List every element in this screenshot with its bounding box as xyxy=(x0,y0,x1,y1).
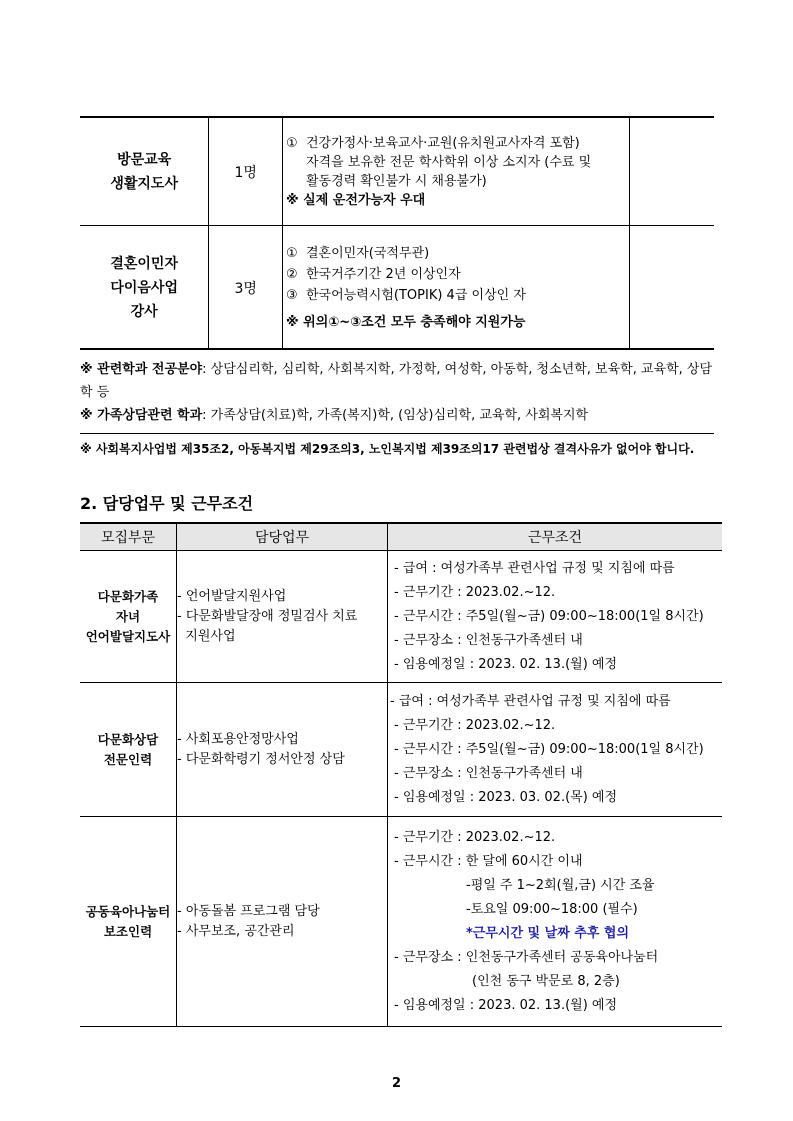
duties-table xyxy=(80,522,722,1027)
page-number: 2 xyxy=(391,1076,402,1091)
column-header: 근무조건 xyxy=(388,523,723,551)
requirement-note: ※ 위의①~③조건 모두 충족해야 지원가능 xyxy=(286,314,526,330)
table-row xyxy=(80,683,722,817)
conditions-cell: - 근무기간 : 2023.02.~12. - 근무시간 : 한 달에 60시간 이내 -평일 주 1~2회(월,금) 시간 조율 -토요일 09:00~18:00 (필수) *근무시간 및 날짜 추후 협의 - 근무장소 : 인천동구가족센터 공동육아나눔터 (인천 동구 박문로 8, 2층) - 임용예정일 : 2023. 02. 13.(월) 예정 xyxy=(388,817,723,1027)
table-row xyxy=(80,817,722,1027)
list-item: ① 결혼이민자(국적무관) xyxy=(286,245,430,261)
notes-block xyxy=(80,358,714,427)
requirements-cell xyxy=(283,226,630,350)
duties-cell: - 언어발달지원사업 - 다문화발달장애 정밀검사 치료 지원사업 xyxy=(177,551,388,683)
column-header: 모집부문 xyxy=(80,523,177,551)
conditions-cell: - 급여 : 여성가족부 관련사업 규정 및 지침에 따름 - 근무기간 : 2023.02.~12. - 근무시간 : 주5일(월~금) 09:00~18:00(1일 8시간) - 근무장소 : 인천동구가족센터 내 - 임용예정일 : 2023. 02. 13.(월) 예정 xyxy=(388,551,723,683)
table-row xyxy=(80,118,714,226)
family-note: ※ 가족상담관련 학과: 가족상담(치료)학, 가족(복지)학, (임상)심리학, 교육학, 사회복지학 xyxy=(80,408,589,423)
table-header-row xyxy=(80,523,722,551)
section-title: 2. 담당업무 및 근무조건 xyxy=(80,494,254,513)
legal-notice: ※ 사회복지사업법 제35조2, 아동복지법 제29조의3, 노인복지법 제39조의17 관련법상 결격사유가 없어야 합니다. xyxy=(80,442,695,456)
group-cell: 다문화상담 전문인력 xyxy=(80,683,177,817)
group-cell: 공동육아나눔터 보조인력 xyxy=(80,817,177,1027)
list-item: ② 한국거주기간 2년 이상인자 xyxy=(286,266,461,282)
list-item: ① 건강가정사·보육교사·교원(유치원교사자격 포함) 자격을 보유한 전문 학사학위 이상 소지자 (수료 및 활동경력 확인불가 시 채용불가) xyxy=(286,135,592,189)
list-item: ③ 한국어능력시험(TOPIK) 4급 이상인 자 xyxy=(286,287,526,303)
requirement-note: ※ 실제 운전가능자 우대 xyxy=(286,192,426,208)
table-row xyxy=(80,226,714,350)
count-cell: 3명 xyxy=(209,226,283,350)
column-header: 담당업무 xyxy=(177,523,388,551)
conditions-cell: - 급여 : 여성가족부 관련사업 규정 및 지침에 따름 - 근무기간 : 2023.02.~12. - 근무시간 : 주5일(월~금) 09:00~18:00(1일 8시간) - 근무장소 : 인천동구가족센터 내 - 임용예정일 : 2023. 03. 02.(목) 예정 xyxy=(388,683,723,817)
duties-cell: - 아동돌봄 프로그램 담당 - 사무보조, 공간관리 xyxy=(177,817,388,1027)
duties-cell: - 사회포용안정망사업 - 다문화학령기 정서안정 상담 xyxy=(177,683,388,817)
category-cell: 방문교육 생활지도사 xyxy=(80,118,209,226)
category-cell: 결혼이민자 다이음사업 강사 xyxy=(80,226,209,350)
group-cell: 다문화가족 자녀 언어발달지도사 xyxy=(80,551,177,683)
schedule-note: *근무시간 및 날짜 추후 협의 xyxy=(466,925,630,941)
count-cell: 1명 xyxy=(209,118,283,226)
requirements-cell xyxy=(283,118,630,226)
divider xyxy=(80,433,714,434)
eligibility-table xyxy=(80,117,714,350)
divider xyxy=(80,348,714,349)
table-row xyxy=(80,551,722,683)
major-note: ※ 관련학과 전공분야: 상담심리학, 심리학, 사회복지학, 가정학, 여성학, 아동학, 청소년학, 보육학, 교육학, 상담학 등 xyxy=(80,362,713,400)
